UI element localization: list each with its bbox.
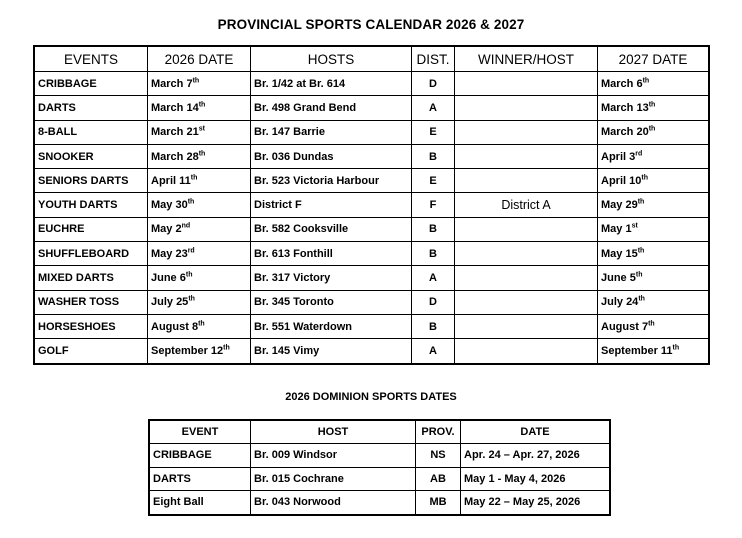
date-2026: May 30 [151,199,188,212]
district: E [429,174,437,187]
table-row [34,193,709,217]
winner-cell [455,144,598,168]
host-cell [251,193,412,217]
table-row [149,491,610,515]
host-cell [251,144,412,168]
event-cell [34,290,148,314]
date-2027: August 7 [601,320,649,333]
dist-cell [412,217,455,241]
date-2027-cell [598,217,710,241]
host-name: Br. 345 Toronto [254,296,334,309]
dominion-sports-table [148,419,611,516]
event-cell [34,120,148,144]
dom-host: Br. 009 Windsor [254,449,338,462]
date-2026-cell [148,242,251,266]
date-2027-cell [598,96,710,120]
dom-prov: NS [430,449,446,462]
dom-host-cell [251,491,416,515]
header-dist: DIST. [412,46,455,72]
winner-cell [455,217,598,241]
date-2026: May 2 [151,223,182,236]
date-2027-suffix: th [641,174,648,182]
winner-cell [455,96,598,120]
event-name: DARTS [38,101,76,114]
event-cell [34,314,148,338]
date-2027-suffix: rd [635,149,643,157]
date-2027-suffix: th [648,125,656,133]
dom-event-cell [149,444,251,468]
dom-event: Eight Ball [153,496,204,509]
date-2027-suffix: st [631,222,638,230]
winner-cell [455,193,598,217]
dom-prov-cell [416,467,461,491]
host-name: Br. 317 Victory [254,272,331,285]
header-date: DATE [461,420,611,444]
event-cell [34,72,148,96]
dom-date: May 22 – May 25, 2026 [464,496,581,509]
host-cell [251,169,412,193]
date-2027-cell [598,290,710,314]
date-2027-cell [598,120,710,144]
date-2027-cell [598,242,710,266]
host-cell [251,339,412,364]
dom-prov-cell [416,491,461,515]
date-2027-cell [598,169,710,193]
date-2027-cell [598,266,710,290]
date-2026-suffix: nd [181,222,191,230]
host-name: Br. 613 Fonthill [254,247,333,260]
district: A [429,101,437,114]
event-cell [34,96,148,120]
table-row [34,266,709,290]
date-2026-suffix: th [192,76,200,84]
date-2026-suffix: th [198,101,206,109]
district: D [429,77,437,90]
date-2026-suffix: th [190,174,198,182]
table-row [34,144,709,168]
table-row [34,290,709,314]
dom-date: Apr. 24 – Apr. 27, 2026 [464,449,580,462]
winner-cell [455,266,598,290]
date-2026: March 7 [151,77,193,90]
dist-cell [412,96,455,120]
dom-host: Br. 015 Cochrane [254,472,344,485]
host-cell [251,217,412,241]
district: A [429,272,437,285]
date-2026: July 25 [151,296,189,309]
dom-event: DARTS [153,472,191,485]
date-2027-suffix: th [648,101,656,109]
dist-cell [412,290,455,314]
district: B [429,320,437,333]
event-name: MIXED DARTS [38,272,114,285]
date-2026-suffix: th [198,149,206,157]
date-2027: March 13 [601,101,649,114]
dom-prov: MB [429,496,447,509]
district: B [429,150,437,163]
header-event: EVENT [149,420,251,444]
host-name: Br. 582 Cooksville [254,223,349,236]
district: B [429,223,437,236]
date-2027: July 24 [601,296,639,309]
winner-cell [455,169,598,193]
dom-event: CRIBBAGE [153,449,212,462]
dom-date: May 1 - May 4, 2026 [464,472,566,485]
winner-cell [455,339,598,364]
dist-cell [412,266,455,290]
header-events: EVENTS [34,46,148,72]
date-2026-suffix: th [188,295,195,303]
date-2027-suffix: th [637,198,645,206]
provincial-calendar-table [33,45,710,365]
dist-cell [412,72,455,96]
table-row [34,242,709,266]
date-2027-cell [598,339,710,364]
date-2027-cell [598,193,710,217]
event-name: SENIORS DARTS [38,174,129,187]
dist-cell [412,193,455,217]
dom-date-cell [461,491,611,515]
host-name: Br. 1/42 at Br. 614 [254,77,346,90]
dom-host-cell [251,467,416,491]
host-cell [251,72,412,96]
event-name: CRIBBAGE [38,77,97,90]
dom-event-cell [149,491,251,515]
host-cell [251,120,412,144]
table-row [149,467,610,491]
host-cell [251,266,412,290]
dom-event-cell [149,467,251,491]
date-2027-suffix: th [635,271,643,279]
date-2027-suffix: th [672,344,680,352]
event-cell [34,169,148,193]
dom-host: Br. 043 Norwood [254,496,341,509]
date-2026-cell [148,169,251,193]
date-2026-cell [148,144,251,168]
date-2026-cell [148,96,251,120]
date-2026-suffix: th [198,319,205,327]
date-2026: August 8 [151,320,199,333]
host-name: Br. 036 Dundas [254,150,334,163]
header-winner-host: WINNER/HOST [455,46,598,72]
host-cell [251,314,412,338]
date-2027: September 11 [601,344,673,357]
event-cell [34,266,148,290]
date-2026-cell [148,339,251,364]
header-hosts: HOSTS [251,46,412,72]
date-2026-suffix: th [223,344,230,352]
district: E [429,126,437,139]
table-row [34,169,709,193]
date-2027-cell [598,314,710,338]
dist-cell [412,242,455,266]
event-cell [34,339,148,364]
winner-cell [455,290,598,314]
table-row [34,314,709,338]
host-name: Br. 551 Waterdown [254,320,353,333]
date-2027-suffix: th [642,76,650,84]
event-cell [34,144,148,168]
date-2026-cell [148,266,251,290]
header-host: HOST [251,420,416,444]
date-2026-suffix: rd [187,247,195,255]
district: F [429,199,437,212]
header-prov: PROV. [416,420,461,444]
page-title: PROVINCIAL SPORTS CALENDAR 2026 & 2027 [217,17,525,32]
dom-prov-cell [416,444,461,468]
event-cell [34,217,148,241]
date-2026-suffix: th [187,198,195,206]
date-2026-cell [148,193,251,217]
dist-cell [412,314,455,338]
date-2027-suffix: th [637,247,645,255]
date-2027: March 20 [601,126,649,139]
date-2027: May 29 [601,199,638,212]
table-header-row [34,46,709,72]
date-2027: April 10 [601,174,642,187]
date-2027-suffix: th [638,295,645,303]
dom-date-cell [461,444,611,468]
header-2026-date: 2026 DATE [148,46,251,72]
event-name: HORSESHOES [38,320,116,333]
date-2026: March 21 [151,126,199,139]
table-row [34,120,709,144]
event-name: SHUFFLEBOARD [38,247,130,260]
dom-prov: AB [430,472,446,485]
date-2027-cell [598,144,710,168]
event-cell [34,193,148,217]
event-name: SNOOKER [38,150,94,163]
host-cell [251,242,412,266]
winner-cell [455,120,598,144]
date-2026: March 14 [151,101,199,114]
date-2027-suffix: th [648,319,655,327]
host-cell [251,290,412,314]
date-2027: May 1 [601,223,632,236]
date-2026-cell [148,290,251,314]
date-2027: May 15 [601,247,638,260]
date-2026-cell [148,72,251,96]
host-name: Br. 498 Grand Bend [254,101,357,114]
date-2026: April 11 [151,174,191,187]
district: D [429,296,437,309]
host-name: Br. 145 Vimy [254,344,320,357]
dist-cell [412,120,455,144]
event-name: YOUTH DARTS [38,199,118,212]
date-2026-suffix: st [198,125,205,133]
table-row [34,217,709,241]
date-2027-cell [598,72,710,96]
host-name: District F [254,199,302,212]
table-row [34,339,709,364]
event-name: WASHER TOSS [38,296,120,309]
date-2027: June 5 [601,272,636,285]
winner-cell [455,72,598,96]
date-2026: March 28 [151,150,199,163]
date-2026-suffix: th [185,271,193,279]
table-row [34,96,709,120]
date-2027: April 3 [601,150,636,163]
date-2026-cell [148,217,251,241]
winner-host: District A [501,198,551,213]
host-name: Br. 147 Barrie [254,126,325,139]
event-cell [34,242,148,266]
date-2026: May 23 [151,247,188,260]
table-row [149,444,610,468]
winner-cell [455,314,598,338]
date-2026-cell [148,120,251,144]
winner-cell [455,242,598,266]
date-2027: March 6 [601,77,643,90]
host-cell [251,96,412,120]
table-header-row [149,420,610,444]
event-name: EUCHRE [38,223,85,236]
dist-cell [412,169,455,193]
dominion-title: 2026 DOMINION SPORTS DATES [285,391,457,403]
date-2026-cell [148,314,251,338]
event-name: 8-BALL [38,126,78,139]
dom-date-cell [461,467,611,491]
date-2026: June 6 [151,272,186,285]
district: B [429,247,437,260]
district: A [429,344,437,357]
header-2027-date: 2027 DATE [598,46,710,72]
dom-host-cell [251,444,416,468]
host-name: Br. 523 Victoria Harbour [254,174,380,187]
date-2026: September 12 [151,344,224,357]
table-row [34,72,709,96]
event-name: GOLF [38,344,69,357]
dist-cell [412,339,455,364]
dist-cell [412,144,455,168]
